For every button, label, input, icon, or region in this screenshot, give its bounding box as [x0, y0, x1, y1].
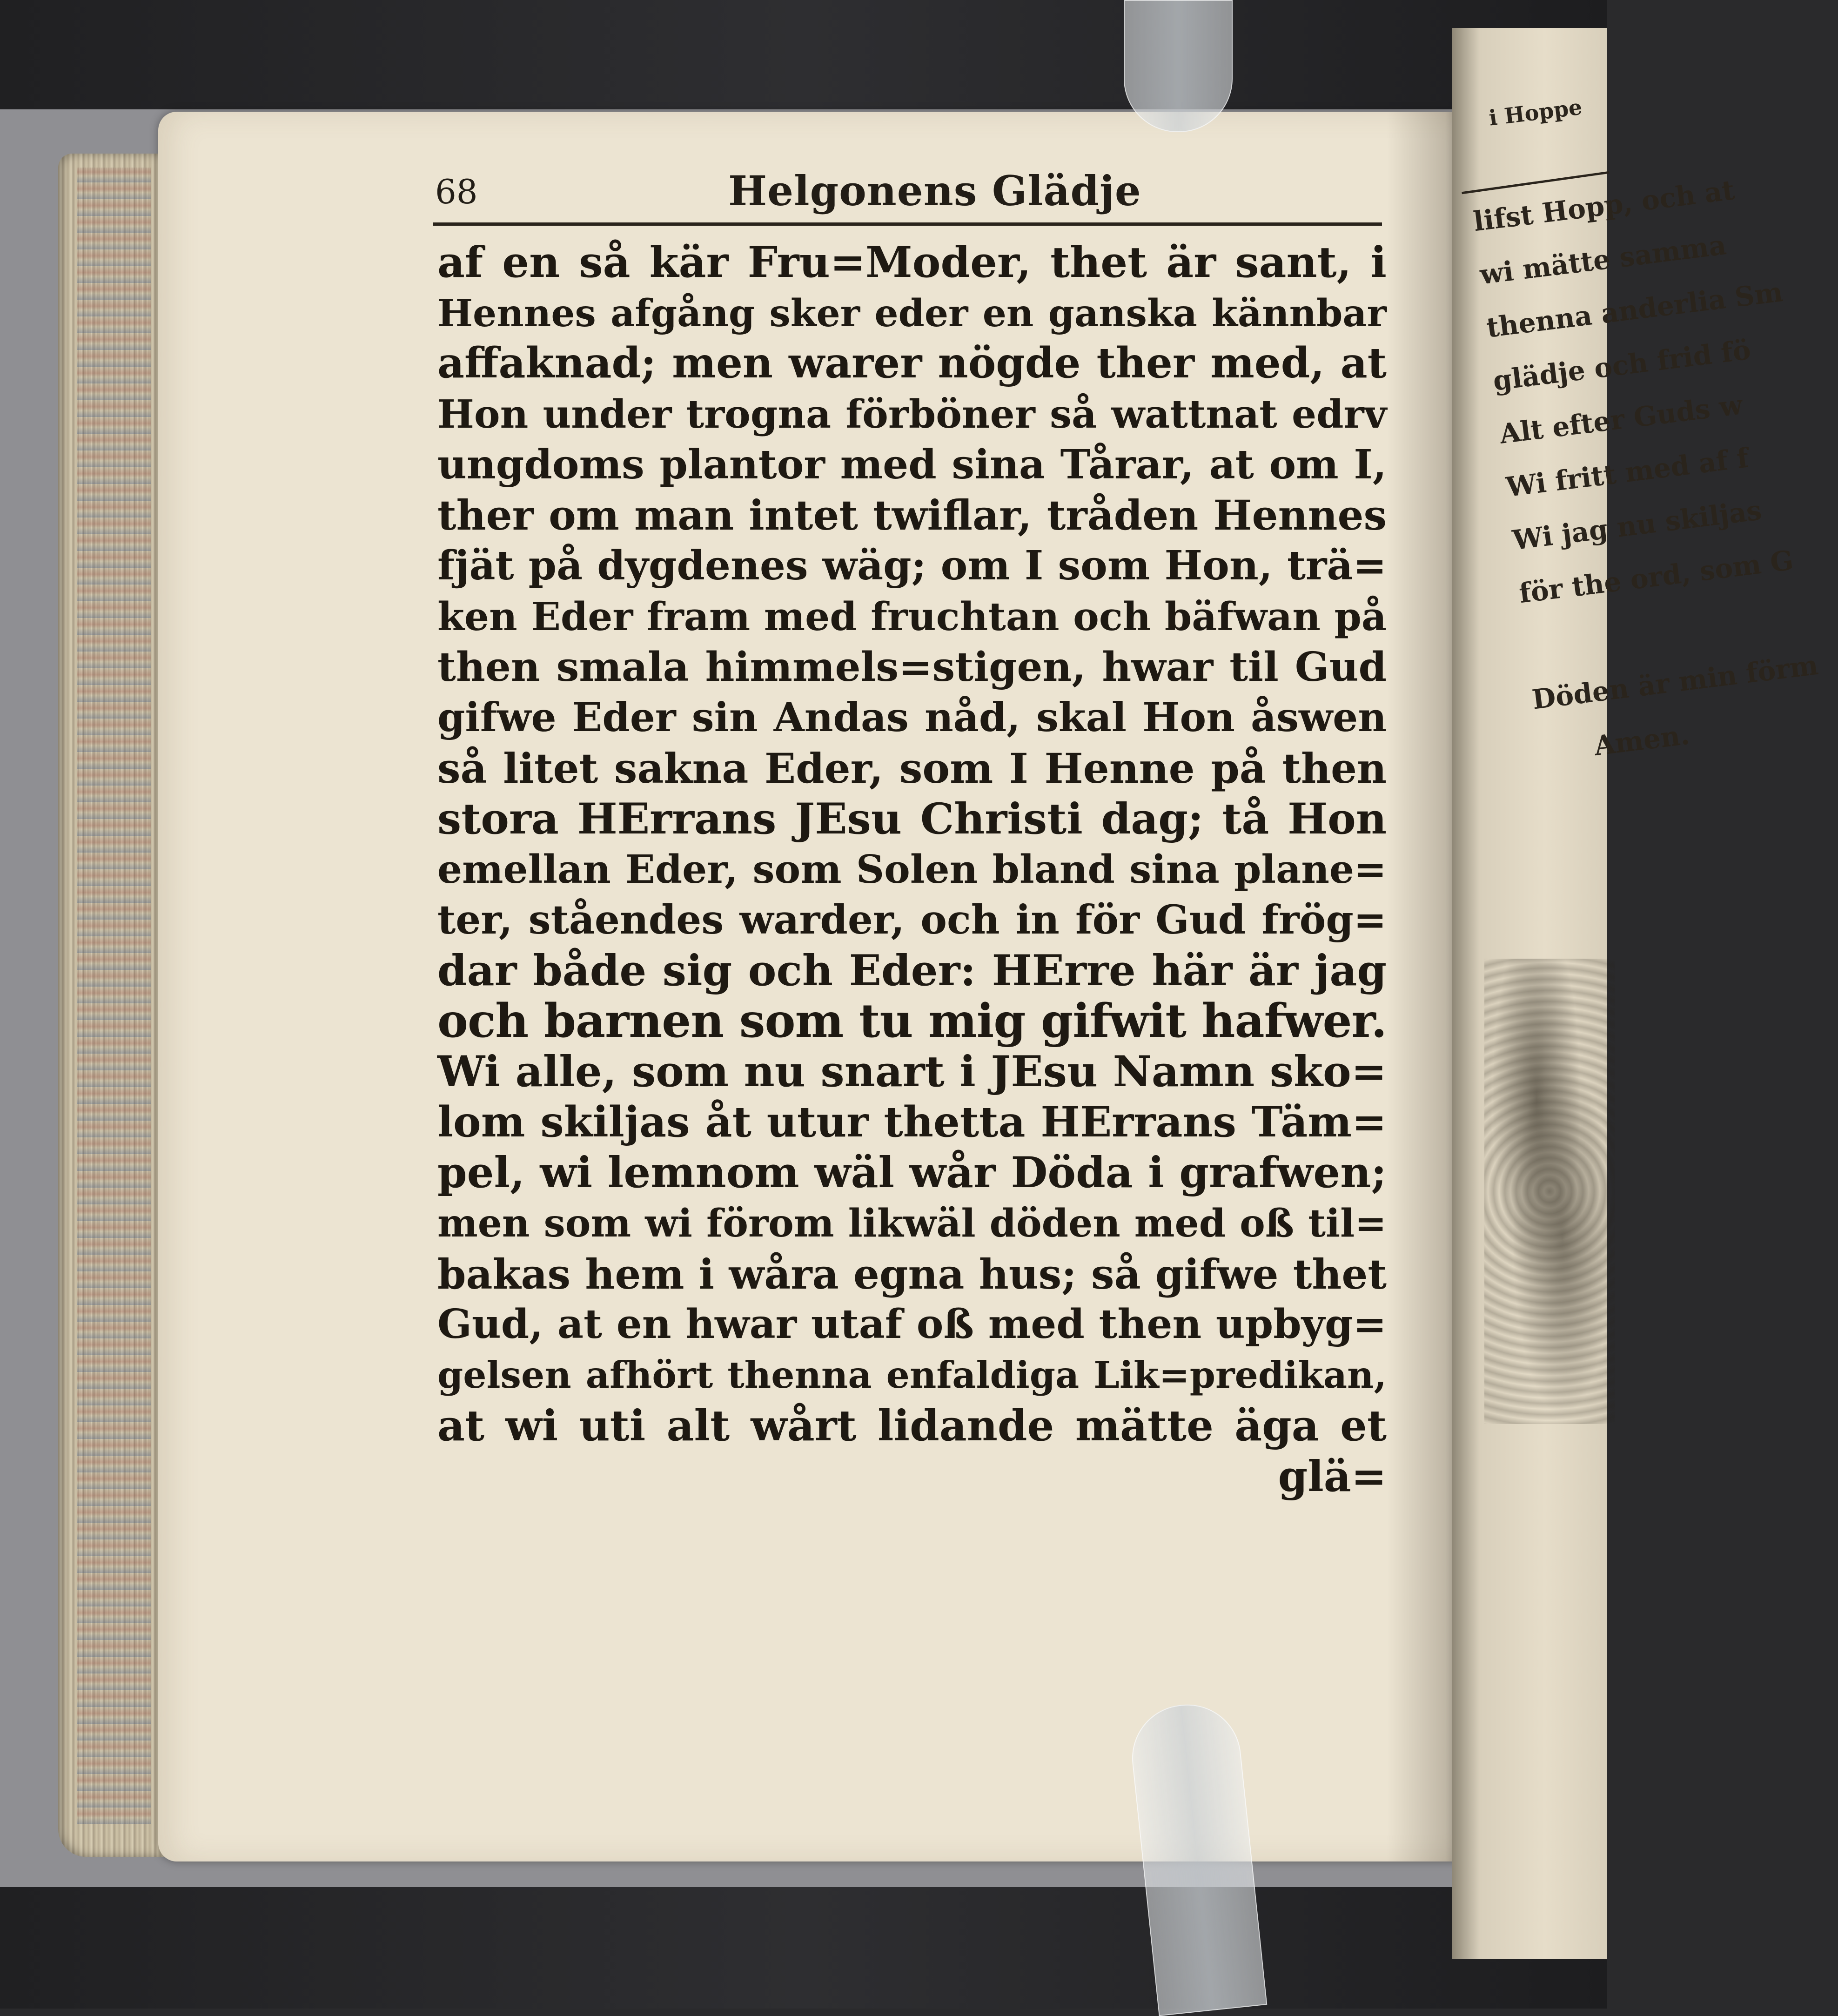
- catchword: glä=: [1278, 1452, 1387, 1501]
- text-line-quote-emphasis: och barnen som tu mig gifwit hafwer.: [437, 994, 1387, 1048]
- text-line: men som wi förom likwäl döden med oß til=: [437, 1201, 1387, 1246]
- facing-line: Wi fritt med af f: [1504, 442, 1751, 504]
- text-line: at wi uti alt wårt lidande mätte äga et: [437, 1401, 1387, 1451]
- text-line: ter, ståendes warder, och in för Gud frög=: [437, 896, 1387, 943]
- text-line: emellan Eder, som Solen bland sina plane=: [437, 847, 1387, 893]
- facing-line: Wi jag nu skiljas: [1510, 494, 1764, 557]
- facing-page-text: [1470, 94, 1820, 780]
- text-line: fjät på dygdenes wäg; om I som Hon, trä=: [437, 542, 1387, 590]
- page-number: 68: [435, 172, 478, 211]
- text-line: gifwe Eder sin Andas nåd, skal Hon åswen: [437, 694, 1387, 741]
- text-line: Gud, at en hwar utaf oß med then upbyg=: [437, 1301, 1387, 1348]
- facing-line: glädje och frid fö: [1491, 334, 1753, 397]
- text-line: Hennes afgång sker eder en ganska kännbar: [437, 290, 1387, 335]
- page-holder-clip-top: [1124, 0, 1233, 132]
- text-line: affaknad; men warer nögde ther med, at: [437, 339, 1387, 388]
- text-line: pel, wi lemnom wäl wår Döda i grafwen;: [437, 1148, 1387, 1198]
- text-line: gelsen afhört thenna enfaldiga Lik=predikan,: [437, 1353, 1387, 1397]
- text-line: så litet sakna Eder, som I Henne på then: [437, 744, 1387, 793]
- facing-line: wi mätte samma: [1478, 229, 1728, 291]
- text-line: af en så kär Fru=Moder, thet är sant, i: [437, 238, 1387, 287]
- facing-line: thenna anderlia Sm: [1484, 276, 1785, 344]
- facing-line: Amen.: [1592, 719, 1691, 762]
- text-line: lom skiljas åt utur thetta HErrans Täm=: [437, 1097, 1387, 1147]
- text-line: bakas hem i wåra egna hus; så gifwe thet: [437, 1250, 1387, 1298]
- facing-line: Alt efter Guds w: [1497, 389, 1744, 450]
- running-title: Helgonens Glädje: [728, 167, 1141, 215]
- facing-line: lifst Hopp, och at: [1471, 174, 1737, 238]
- facing-page: [1452, 28, 1820, 1959]
- page-header: [435, 163, 1389, 219]
- facing-line: för the ord, som G: [1517, 544, 1795, 610]
- ornament-vignette: [1484, 959, 1615, 1424]
- text-line: ungdoms plantor med sina Tårar, at om I,: [437, 441, 1387, 488]
- text-line: ken Eder fram med fruchtan och bäfwan på: [437, 593, 1387, 639]
- marbled-edge-pattern: [77, 168, 151, 1824]
- facing-header: i Hoppe: [1487, 94, 1584, 131]
- text-line: Wi alle, som nu snart i JEsu Namn sko=: [437, 1047, 1387, 1096]
- text-line: stora HErrans JEsu Christi dag; tå Hon: [437, 794, 1387, 844]
- body-text: [437, 237, 1387, 1502]
- facing-line: Döden är min förm: [1530, 649, 1820, 716]
- header-rule: [433, 222, 1382, 226]
- text-line: then smala himmels=stigen, hwar til Gud: [437, 643, 1387, 691]
- text-line: Hon under trogna förböner så wattnat edrv: [437, 391, 1387, 437]
- text-line: ther om man intet twiflar, tråden Hennes: [437, 491, 1387, 540]
- text-line-quote-start: dar både sig och Eder: HErre här är jag: [437, 946, 1387, 995]
